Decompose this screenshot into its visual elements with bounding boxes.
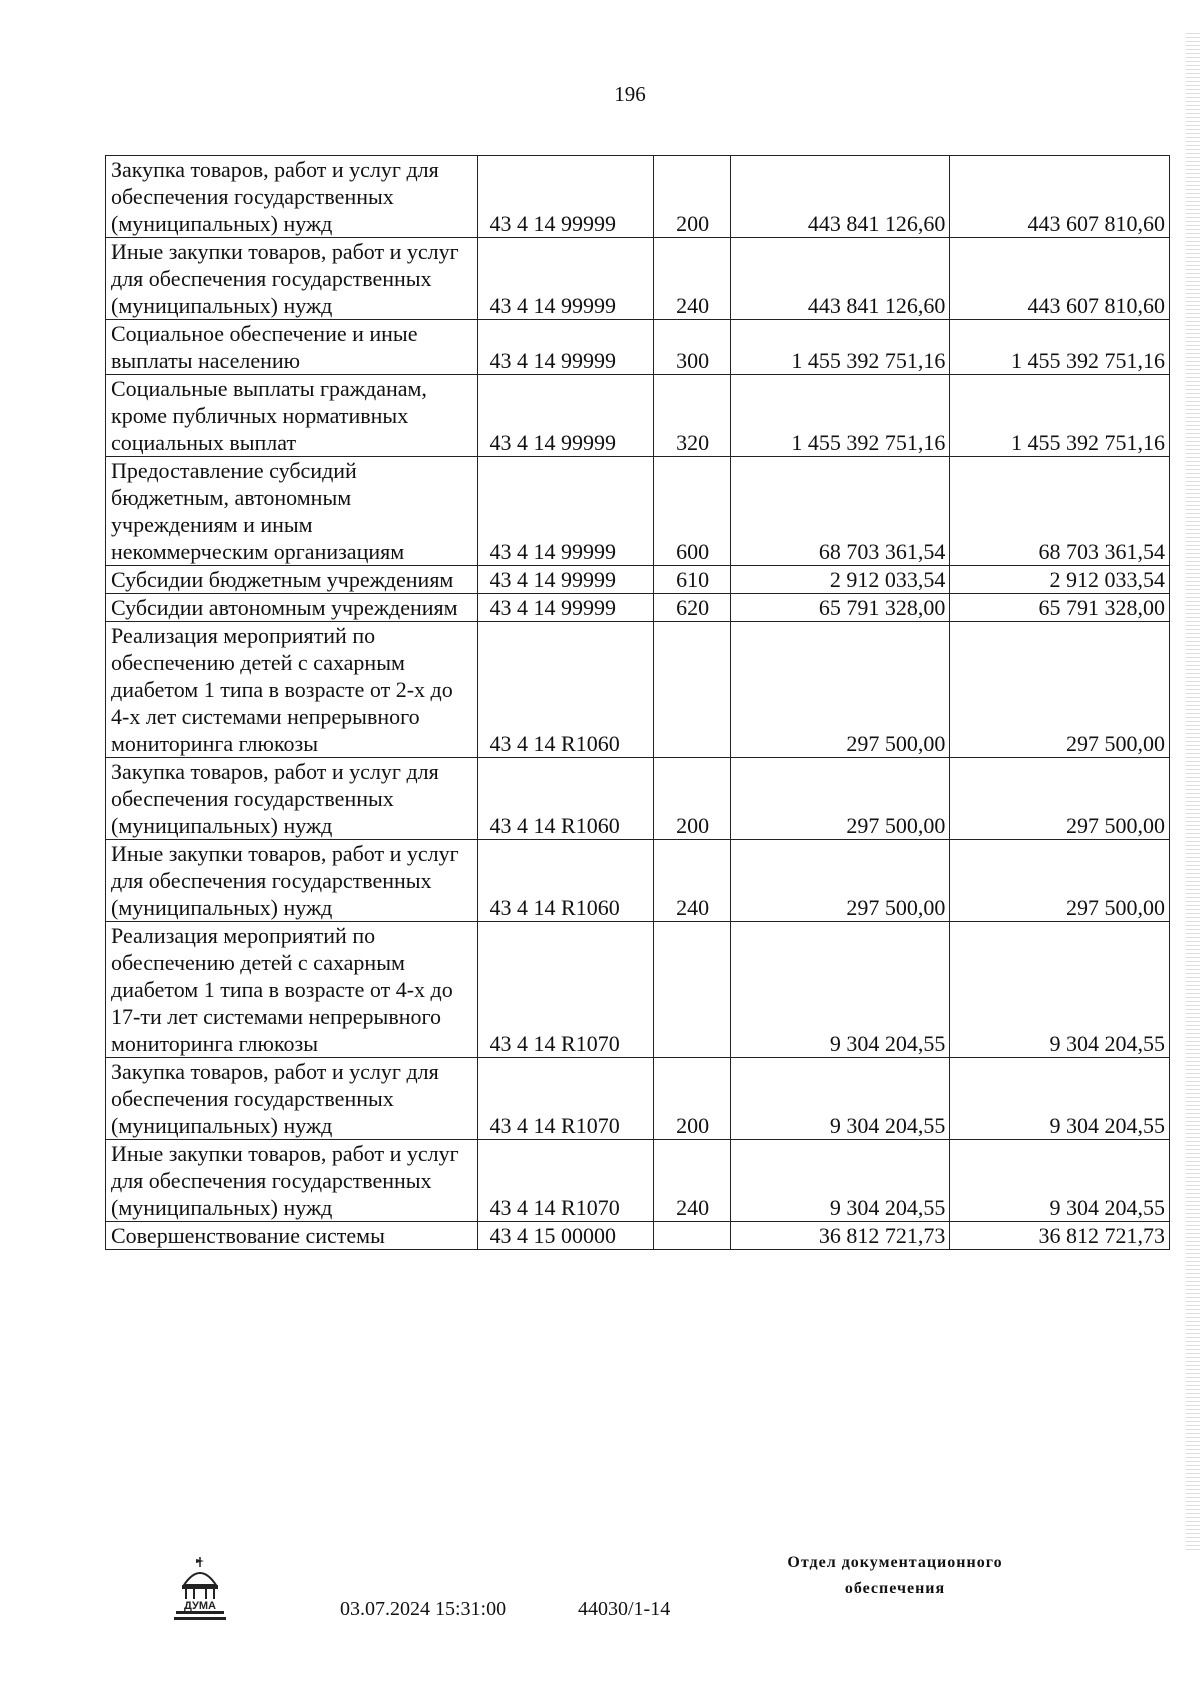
row-code-cell: 43 4 14 R1070 bbox=[477, 922, 654, 1058]
row-amount1-cell: 297 500,00 bbox=[730, 840, 950, 922]
row-type-cell: 240 bbox=[654, 1140, 731, 1222]
row-name-cell: Социальное обеспечение и иные выплаты населению bbox=[106, 320, 478, 375]
row-amount2-cell: 297 500,00 bbox=[950, 758, 1170, 840]
row-name-cell: Иные закупки товаров, работ и услуг для обеспечения государственных (муниципальных) нужд bbox=[106, 1140, 478, 1222]
footer-doc-number: 44030/1-14 bbox=[578, 1598, 671, 1620]
row-amount1-cell: 297 500,00 bbox=[730, 622, 950, 758]
row-type-cell bbox=[654, 622, 731, 758]
row-name-cell: Реализация мероприятий по обеспечению детей с сахарным диабетом 1 типа в возрасте от 2-х до 4-х лет системами непрерывного мониторинга глюкозы bbox=[106, 622, 478, 758]
row-name-cell: Реализация мероприятий по обеспечению детей с сахарным диабетом 1 типа в возрасте от 4-х до 17-ти лет системами непрерывного мониторинга глюкозы bbox=[106, 922, 478, 1058]
table-row bbox=[106, 238, 1170, 320]
table-row bbox=[106, 566, 1170, 594]
row-code-cell: 43 4 14 99999 bbox=[477, 594, 654, 622]
row-type-cell: 240 bbox=[654, 840, 731, 922]
row-name-cell: Социальные выплаты гражданам, кроме публичных нормативных социальных выплат bbox=[106, 375, 478, 457]
row-name-cell: Иные закупки товаров, работ и услуг для обеспечения государственных (муниципальных) нужд bbox=[106, 840, 478, 922]
row-name-cell: Субсидии автономным учреждениям bbox=[106, 594, 478, 622]
table-row bbox=[106, 1140, 1170, 1222]
row-amount1-cell: 9 304 204,55 bbox=[730, 922, 950, 1058]
row-code-cell: 43 4 14 99999 bbox=[477, 320, 654, 375]
scan-edge-artifact bbox=[1186, 30, 1200, 1550]
table-row bbox=[106, 156, 1170, 238]
table-row bbox=[106, 922, 1170, 1058]
row-code-cell: 43 4 14 99999 bbox=[477, 375, 654, 457]
row-amount2-cell: 65 791 328,00 bbox=[950, 594, 1170, 622]
row-code-cell: 43 4 14 99999 bbox=[477, 457, 654, 566]
row-code-cell: 43 4 14 99999 bbox=[477, 156, 654, 238]
row-name-cell: Субсидии бюджетным учреждениям bbox=[106, 566, 478, 594]
page-number: 196 bbox=[614, 82, 646, 106]
row-type-cell: 610 bbox=[654, 566, 731, 594]
row-amount2-cell: 9 304 204,55 bbox=[950, 1058, 1170, 1140]
row-name-cell: Закупка товаров, работ и услуг для обеспечения государственных (муниципальных) нужд bbox=[106, 1058, 478, 1140]
budget-table bbox=[105, 155, 1170, 1250]
table-row bbox=[106, 320, 1170, 375]
row-amount2-cell: 36 812 721,73 bbox=[950, 1222, 1170, 1250]
row-type-cell: 240 bbox=[654, 238, 731, 320]
row-amount2-cell: 443 607 810,60 bbox=[950, 156, 1170, 238]
row-amount1-cell: 1 455 392 751,16 bbox=[730, 375, 950, 457]
row-amount1-cell: 1 455 392 751,16 bbox=[730, 320, 950, 375]
footer-department-stamp bbox=[715, 1550, 1075, 1602]
row-amount1-cell: 68 703 361,54 bbox=[730, 457, 950, 566]
row-name-cell: Закупка товаров, работ и услуг для обеспечения государственных (муниципальных) нужд bbox=[106, 156, 478, 238]
row-name-cell: Иные закупки товаров, работ и услуг для обеспечения государственных (муниципальных) нужд bbox=[106, 238, 478, 320]
table-row bbox=[106, 375, 1170, 457]
row-code-cell: 43 4 14 99999 bbox=[477, 566, 654, 594]
row-amount1-cell: 443 841 126,60 bbox=[730, 156, 950, 238]
row-type-cell: 200 bbox=[654, 758, 731, 840]
row-name-cell: Совершенствование системы bbox=[106, 1222, 478, 1250]
row-code-cell: 43 4 14 R1070 bbox=[477, 1058, 654, 1140]
row-type-cell: 620 bbox=[654, 594, 731, 622]
row-type-cell: 200 bbox=[654, 156, 731, 238]
row-code-cell: 43 4 14 R1060 bbox=[477, 758, 654, 840]
row-amount1-cell: 443 841 126,60 bbox=[730, 238, 950, 320]
budget-table-body bbox=[106, 156, 1170, 1250]
department-line-2: обеспечения bbox=[844, 1580, 946, 1597]
table-row bbox=[106, 1058, 1170, 1140]
row-amount2-cell: 9 304 204,55 bbox=[950, 922, 1170, 1058]
row-type-cell bbox=[654, 922, 731, 1058]
footer-datetime: 03.07.2024 15:31:00 bbox=[340, 1598, 507, 1620]
table-row bbox=[106, 758, 1170, 840]
row-code-cell: 43 4 14 R1060 bbox=[477, 622, 654, 758]
row-amount2-cell: 68 703 361,54 bbox=[950, 457, 1170, 566]
row-amount2-cell: 9 304 204,55 bbox=[950, 1140, 1170, 1222]
row-code-cell: 43 4 14 R1060 bbox=[477, 840, 654, 922]
row-type-cell: 200 bbox=[654, 1058, 731, 1140]
row-type-cell bbox=[654, 1222, 731, 1250]
row-amount1-cell: 297 500,00 bbox=[730, 758, 950, 840]
row-amount1-cell: 2 912 033,54 bbox=[730, 566, 950, 594]
row-code-cell: 43 4 15 00000 bbox=[477, 1222, 654, 1250]
table-row bbox=[106, 457, 1170, 566]
row-name-cell: Предоставление субсидий бюджетным, автономным учреждениям и иным некоммерческим организациям bbox=[106, 457, 478, 566]
row-code-cell: 43 4 14 99999 bbox=[477, 238, 654, 320]
row-amount1-cell: 9 304 204,55 bbox=[730, 1058, 950, 1140]
row-amount1-cell: 65 791 328,00 bbox=[730, 594, 950, 622]
row-amount2-cell: 297 500,00 bbox=[950, 622, 1170, 758]
duma-logo-text: ДУМА bbox=[184, 1600, 216, 1612]
row-amount2-cell: 443 607 810,60 bbox=[950, 238, 1170, 320]
row-amount2-cell: 297 500,00 bbox=[950, 840, 1170, 922]
row-type-cell: 600 bbox=[654, 457, 731, 566]
row-amount2-cell: 1 455 392 751,16 bbox=[950, 320, 1170, 375]
table-row bbox=[106, 594, 1170, 622]
row-amount2-cell: 1 455 392 751,16 bbox=[950, 375, 1170, 457]
department-line-1: Отдел документационного bbox=[787, 1554, 1003, 1571]
row-name-cell: Закупка товаров, работ и услуг для обеспечения государственных (муниципальных) нужд bbox=[106, 758, 478, 840]
row-code-cell: 43 4 14 R1070 bbox=[477, 1140, 654, 1222]
row-type-cell: 320 bbox=[654, 375, 731, 457]
row-amount1-cell: 36 812 721,73 bbox=[730, 1222, 950, 1250]
table-row bbox=[106, 840, 1170, 922]
duma-logo-icon bbox=[170, 1555, 230, 1627]
row-type-cell: 300 bbox=[654, 320, 731, 375]
row-amount2-cell: 2 912 033,54 bbox=[950, 566, 1170, 594]
row-amount1-cell: 9 304 204,55 bbox=[730, 1140, 950, 1222]
table-row bbox=[106, 1222, 1170, 1250]
table-row bbox=[106, 622, 1170, 758]
